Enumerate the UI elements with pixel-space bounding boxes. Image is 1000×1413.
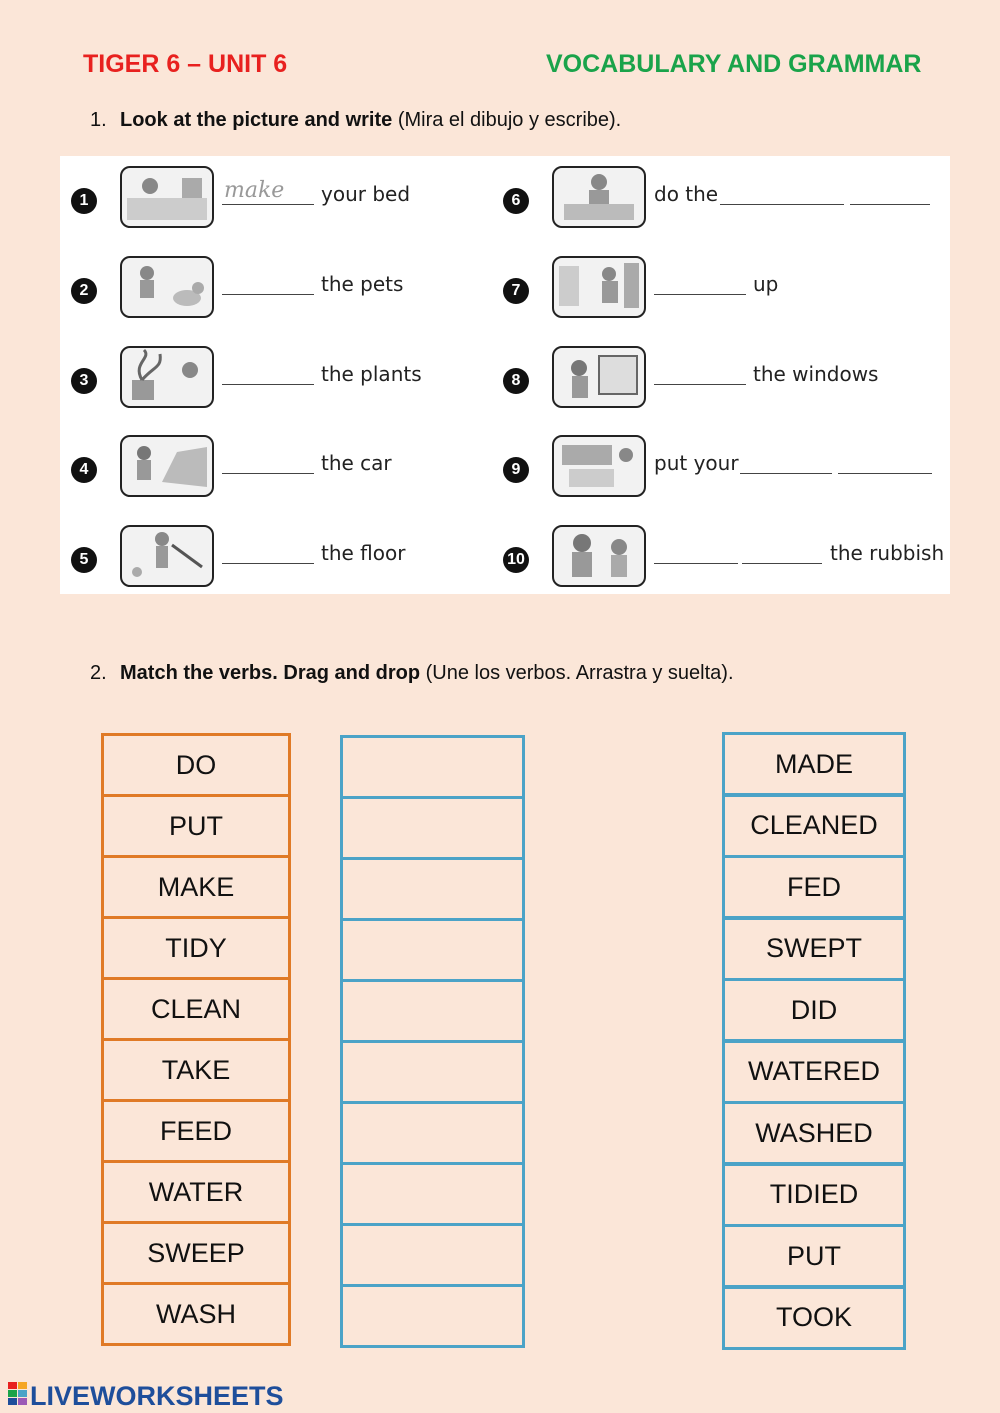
item-text: the rubbish <box>830 541 945 565</box>
present-verb-card[interactable]: SWEEP <box>101 1221 291 1285</box>
answer-blank[interactable] <box>740 449 832 474</box>
drop-zone-slot[interactable] <box>340 1284 525 1348</box>
past-verb-card[interactable]: SWEPT <box>722 917 906 981</box>
item-number: 3 <box>71 368 97 394</box>
drop-zone-slot[interactable] <box>340 1223 525 1287</box>
liveworksheets-logo-icon <box>8 1382 28 1413</box>
exercise2-instruction-translation: (Une los verbos. Arrastra y suelta). <box>420 662 734 684</box>
present-verb-card[interactable]: FEED <box>101 1099 291 1163</box>
item-number: 8 <box>503 368 529 394</box>
answer-blank[interactable] <box>654 539 738 564</box>
sweep-floor-icon <box>120 525 214 587</box>
item-number: 9 <box>503 457 529 483</box>
drop-zone-slot[interactable] <box>340 1040 525 1104</box>
present-verb-card[interactable]: PUT <box>101 794 291 858</box>
item-number: 1 <box>71 188 97 214</box>
exercise2-number: 2. <box>90 662 107 684</box>
answer-blank[interactable] <box>222 449 314 474</box>
item-number: 5 <box>71 547 97 573</box>
exercise2-instruction-bold: Match the verbs. Drag and drop <box>120 662 421 684</box>
drop-zone-slot[interactable] <box>340 796 525 860</box>
answer-blank[interactable] <box>222 360 314 385</box>
past-verb-card[interactable]: CLEANED <box>722 794 906 858</box>
answer-blank[interactable] <box>654 360 746 385</box>
item-text: the plants <box>321 362 422 386</box>
present-verb-card[interactable]: WATER <box>101 1160 291 1224</box>
take-rubbish-icon <box>552 525 646 587</box>
drop-zone-slot[interactable] <box>340 918 525 982</box>
wash-car-icon <box>120 435 214 497</box>
put-away-icon <box>552 435 646 497</box>
feed-pets-icon <box>120 256 214 318</box>
past-verb-card[interactable]: WATERED <box>722 1040 906 1104</box>
exercise1-instruction-translation: (Mira el dibujo y escribe). <box>392 109 622 131</box>
answer-blank[interactable] <box>222 539 314 564</box>
drop-zone-slot[interactable] <box>340 735 525 799</box>
past-verb-card[interactable]: DID <box>722 978 906 1042</box>
make-bed-icon <box>120 166 214 228</box>
item-number: 7 <box>503 278 529 304</box>
present-verb-card[interactable]: TIDY <box>101 916 291 980</box>
item-number: 2 <box>71 278 97 304</box>
exercise1-instruction <box>90 109 621 132</box>
past-verb-card[interactable]: FED <box>722 855 906 919</box>
exercise1-number: 1. <box>90 109 107 131</box>
present-verb-card[interactable]: CLEAN <box>101 977 291 1041</box>
drop-zone-slot[interactable] <box>340 979 525 1043</box>
item-number: 4 <box>71 457 97 483</box>
section-title: VOCABULARY AND GRAMMAR <box>546 50 922 78</box>
answer-blank[interactable] <box>838 449 932 474</box>
item-text: up <box>753 272 779 296</box>
footer-brand-text: LIVEWORKSHEETS <box>30 1381 284 1411</box>
past-verb-card[interactable]: PUT <box>722 1224 906 1288</box>
drop-zone-slot[interactable] <box>340 1101 525 1165</box>
present-verb-card[interactable]: DO <box>101 733 291 797</box>
past-verb-card[interactable]: MADE <box>722 732 906 796</box>
water-plants-icon <box>120 346 214 408</box>
answer-blank[interactable] <box>654 270 746 295</box>
item-number: 6 <box>503 188 529 214</box>
tidy-up-icon <box>552 256 646 318</box>
exercise2-instruction <box>90 662 734 685</box>
present-verb-card[interactable]: MAKE <box>101 855 291 919</box>
past-verb-card[interactable]: WASHED <box>722 1101 906 1165</box>
unit-title: TIGER 6 – UNIT 6 <box>83 50 288 78</box>
item-text: do the <box>654 182 719 206</box>
present-verb-card[interactable]: WASH <box>101 1282 291 1346</box>
drop-zone-slot[interactable] <box>340 1162 525 1226</box>
answer-blank[interactable] <box>222 270 314 295</box>
item-text: your bed <box>321 182 411 206</box>
item-text: the floor <box>321 541 406 565</box>
footer-brand <box>8 1381 284 1413</box>
item-text: put your <box>654 451 739 475</box>
answer-blank[interactable] <box>850 180 930 205</box>
item-number: 10 <box>503 547 529 573</box>
do-dishes-icon <box>552 166 646 228</box>
exercise1-instruction-bold: Look at the picture and write <box>120 109 393 131</box>
past-verb-card[interactable]: TIDIED <box>722 1163 906 1227</box>
item-text: the windows <box>753 362 879 386</box>
item-text: the pets <box>321 272 404 296</box>
past-verb-card[interactable]: TOOK <box>722 1286 906 1350</box>
present-verb-card[interactable]: TAKE <box>101 1038 291 1102</box>
drop-zone-slot[interactable] <box>340 857 525 921</box>
answer-blank[interactable] <box>720 180 844 205</box>
exercise1-panel <box>60 156 950 594</box>
answer-blank[interactable] <box>742 539 822 564</box>
item-text: the car <box>321 451 392 475</box>
example-answer: make <box>224 178 285 203</box>
clean-windows-icon <box>552 346 646 408</box>
